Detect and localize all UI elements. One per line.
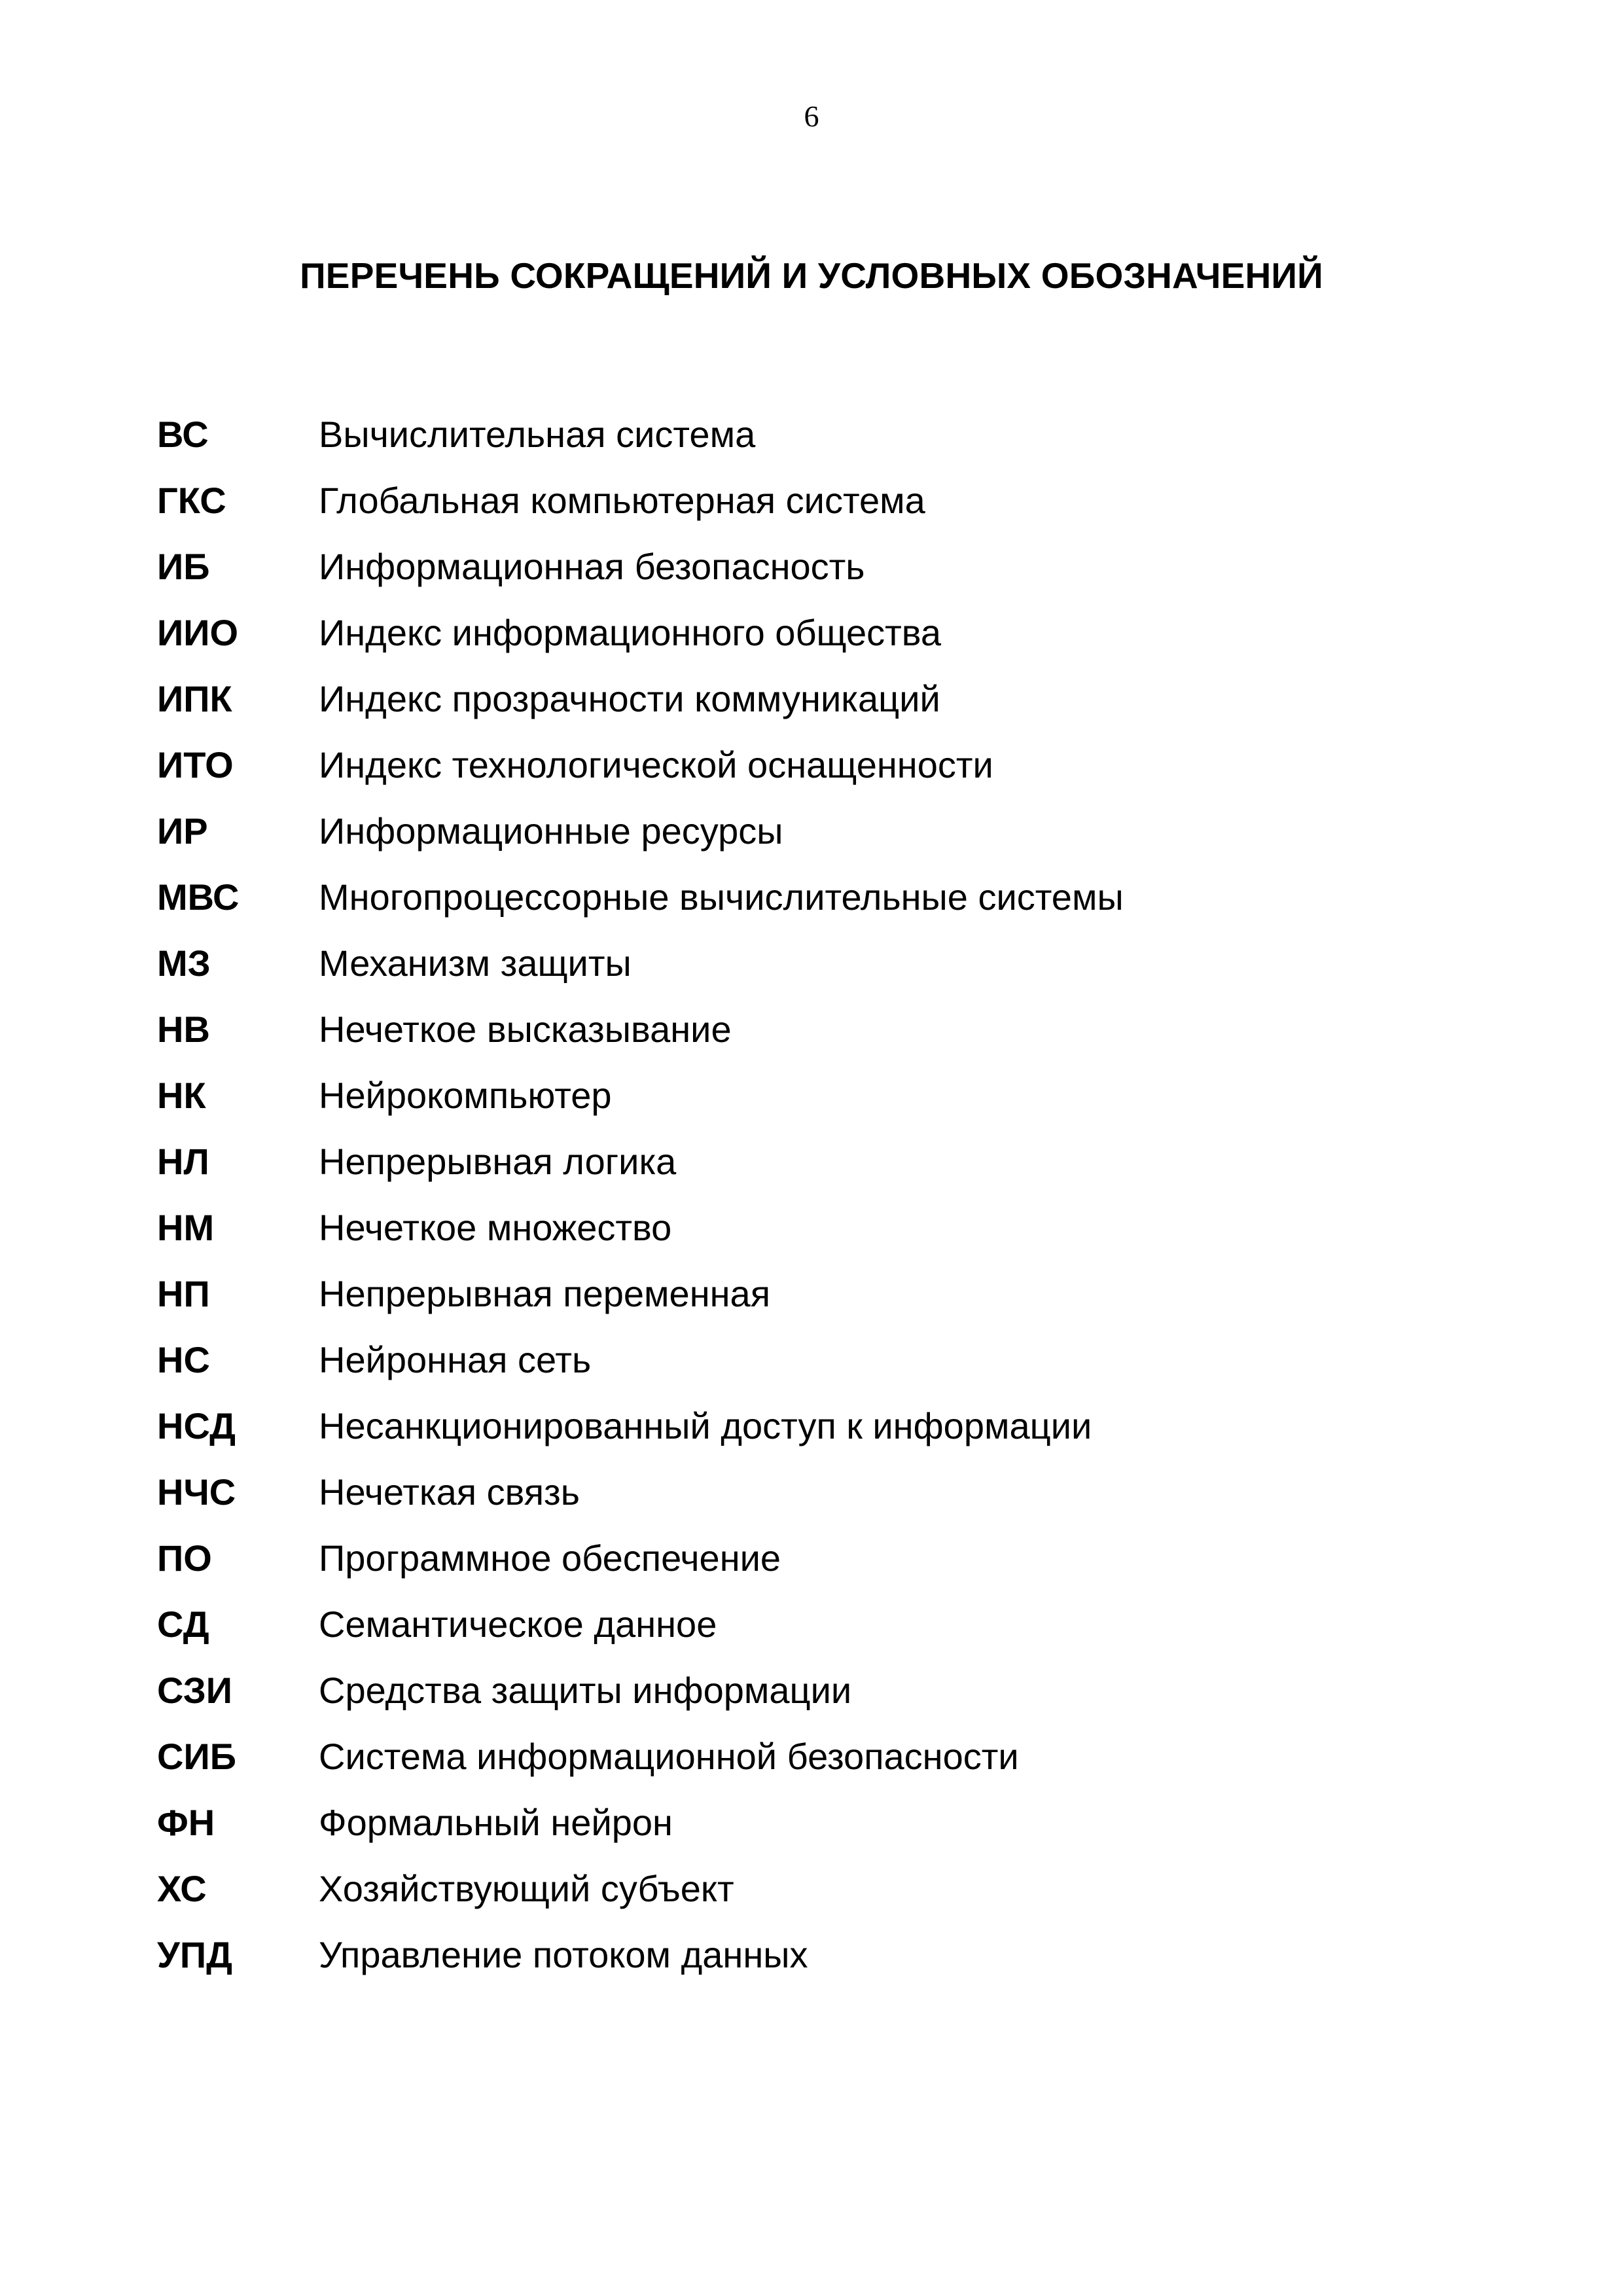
list-item bbox=[0, 941, 1623, 1007]
list-item bbox=[0, 1007, 1623, 1073]
list-item bbox=[0, 1668, 1623, 1734]
page-title: ПЕРЕЧЕНЬ СОКРАЩЕНИЙ И УСЛОВНЫХ ОБОЗНАЧЕНИЙ bbox=[300, 255, 1323, 296]
abbreviation-code: ИР bbox=[157, 810, 208, 852]
list-item bbox=[0, 875, 1623, 941]
list-item bbox=[0, 1073, 1623, 1139]
page-number: 6 bbox=[804, 99, 819, 133]
abbreviation-description: Несанкционированный доступ к информации bbox=[319, 1405, 1092, 1446]
abbreviation-code: ХС bbox=[157, 1868, 207, 1909]
list-item bbox=[0, 545, 1623, 611]
abbreviation-description: Информационные ресурсы bbox=[319, 810, 783, 852]
abbreviation-list bbox=[0, 412, 1623, 1999]
list-item bbox=[0, 1470, 1623, 1536]
abbreviation-description: Информационная безопасность bbox=[319, 546, 865, 587]
abbreviation-code: МЗ bbox=[157, 942, 211, 984]
abbreviation-description: Нечеткая связь bbox=[319, 1471, 580, 1513]
list-item bbox=[0, 1536, 1623, 1602]
list-item bbox=[0, 1801, 1623, 1867]
abbreviation-description: Система информационной безопасности bbox=[319, 1736, 1019, 1777]
abbreviation-description: Нечеткое множество bbox=[319, 1207, 672, 1248]
abbreviation-code: НЛ bbox=[157, 1141, 209, 1182]
abbreviation-description: Нечеткое высказывание bbox=[319, 1009, 732, 1050]
list-item bbox=[0, 412, 1623, 478]
abbreviation-code: СЗИ bbox=[157, 1670, 233, 1711]
abbreviation-code: МВС bbox=[157, 876, 240, 918]
abbreviation-description: Механизм защиты bbox=[319, 942, 632, 984]
abbreviation-code: ИТО bbox=[157, 744, 234, 785]
abbreviation-description: Непрерывная логика bbox=[319, 1141, 677, 1182]
abbreviation-description: Формальный нейрон bbox=[319, 1802, 673, 1843]
abbreviation-code: ГКС bbox=[157, 480, 226, 521]
list-item bbox=[0, 1602, 1623, 1668]
abbreviation-code: ПО bbox=[157, 1537, 212, 1579]
abbreviation-code: НС bbox=[157, 1339, 210, 1380]
abbreviation-code: НП bbox=[157, 1273, 210, 1314]
abbreviation-description: Многопроцессорные вычислительные системы bbox=[319, 876, 1124, 918]
abbreviation-description: Управление потоком данных bbox=[319, 1934, 808, 1975]
abbreviation-description: Индекс технологической оснащенности bbox=[319, 744, 993, 785]
abbreviation-description: Глобальная компьютерная система bbox=[319, 480, 925, 521]
abbreviation-code: НК bbox=[157, 1075, 206, 1116]
abbreviation-code: ИПК bbox=[157, 678, 232, 719]
list-item bbox=[0, 1933, 1623, 1999]
abbreviation-code: НСД bbox=[157, 1405, 236, 1446]
abbreviation-code: СД bbox=[157, 1604, 209, 1645]
list-item bbox=[0, 478, 1623, 545]
abbreviation-description: Средства защиты информации bbox=[319, 1670, 852, 1711]
list-item bbox=[0, 1206, 1623, 1272]
list-item bbox=[0, 1734, 1623, 1801]
list-item bbox=[0, 611, 1623, 677]
abbreviation-code: УПД bbox=[157, 1934, 232, 1975]
abbreviation-description: Нейронная сеть bbox=[319, 1339, 592, 1380]
abbreviation-description: Индекс информационного общества bbox=[319, 612, 942, 653]
abbreviation-description: Нейрокомпьютер bbox=[319, 1075, 612, 1116]
list-item bbox=[0, 809, 1623, 875]
abbreviation-description: Семантическое данное bbox=[319, 1604, 717, 1645]
abbreviation-description: Вычислительная система bbox=[319, 414, 756, 455]
list-item bbox=[0, 1139, 1623, 1206]
abbreviation-description: Непрерывная переменная bbox=[319, 1273, 771, 1314]
abbreviation-code: НЧС bbox=[157, 1471, 236, 1513]
abbreviation-code: ФН bbox=[157, 1802, 215, 1843]
abbreviation-code: ВС bbox=[157, 414, 209, 455]
abbreviation-code: НМ bbox=[157, 1207, 215, 1248]
abbreviation-code: НВ bbox=[157, 1009, 210, 1050]
list-item bbox=[0, 1272, 1623, 1338]
abbreviation-description: Программное обеспечение bbox=[319, 1537, 781, 1579]
list-item bbox=[0, 1404, 1623, 1470]
abbreviation-code: СИБ bbox=[157, 1736, 236, 1777]
abbreviation-description: Хозяйствующий субъект bbox=[319, 1868, 734, 1909]
abbreviation-code: ИИО bbox=[157, 612, 239, 653]
list-item bbox=[0, 677, 1623, 743]
abbreviation-description: Индекс прозрачности коммуникаций bbox=[319, 678, 940, 719]
list-item bbox=[0, 1867, 1623, 1933]
abbreviation-code: ИБ bbox=[157, 546, 210, 587]
list-item bbox=[0, 1338, 1623, 1404]
list-item bbox=[0, 743, 1623, 809]
